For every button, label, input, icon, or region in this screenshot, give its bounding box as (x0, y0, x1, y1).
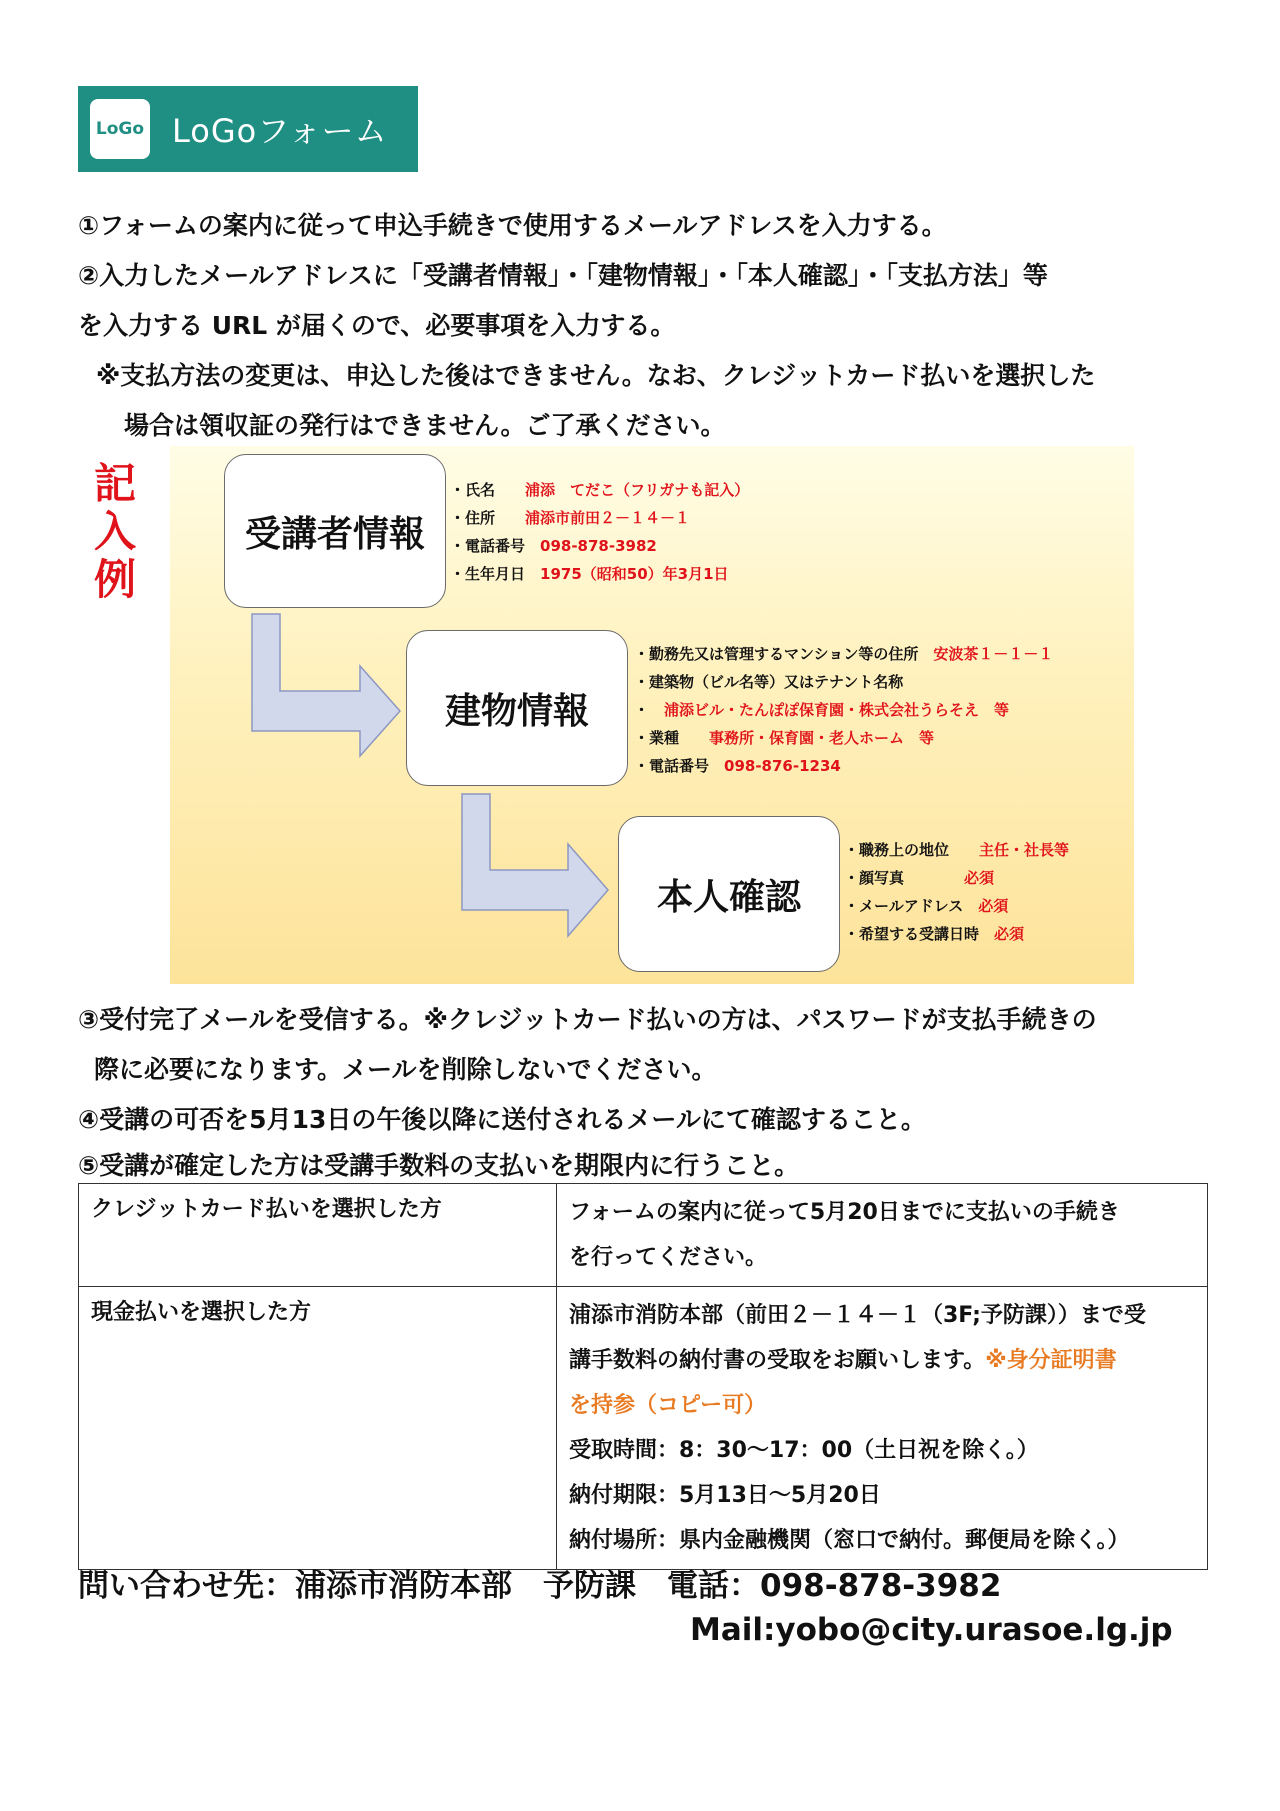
identity-details (844, 836, 1069, 948)
building-row-name-value: ・ 浦添ビル・たんぽぽ保育園・株式会社うらそえ 等 (634, 701, 1010, 719)
box-applicant-title: 受講者情報 (244, 513, 425, 555)
box-identity-title: 本人確認 (656, 876, 801, 918)
note-line-2: 場合は領収証の発行はできません。ご了承ください。 (124, 411, 726, 440)
contact-email[interactable]: Mail:yobo@city.urasoe.lg.jp (690, 1612, 1173, 1648)
payment-method-credit: クレジットカード払いを選択した方 (79, 1184, 557, 1287)
building-row-phone: ・電話番号 098-876-1234 (634, 757, 841, 775)
step-2-line-2: を入力する URL が届くので、必要事項を入力する。 (78, 311, 676, 340)
box-building-info (406, 630, 628, 786)
building-row-name-label: ・建築物（ビル名等）又はテナント名称 (634, 673, 904, 691)
step-2-line-1: ②入力したメールアドレスに「受講者情報」・「建物情報」・「本人確認」・「支払方法」等 (78, 261, 1048, 290)
identity-row-photo: ・顔写真 必須 (844, 869, 995, 887)
logo-badge: LoGo (90, 99, 150, 159)
applicant-row-address: ・住所 浦添市前田２－１４－１ (450, 509, 691, 527)
building-row-address: ・勤務先又は管理するマンション等の住所 安波茶１－１－１ (634, 645, 1054, 663)
arrow-2 (462, 794, 608, 936)
step-1: ①フォームの案内に従って申込手続きで使用するメールアドレスを入力する。 (78, 211, 947, 240)
applicant-row-phone: ・電話番号 098-878-3982 (450, 537, 657, 555)
table-row (79, 1184, 1208, 1287)
step-4: ④受講の可否を5月13日の午後以降に送付されるメールにて確認すること。 (78, 1105, 926, 1134)
example-label-char-3: 例 (93, 555, 136, 604)
step-3-line-2: 際に必要になります。メールを削除しないでください。 (94, 1055, 717, 1084)
identity-row-position: ・職務上の地位 主任・社長等 (844, 841, 1070, 859)
building-details (634, 640, 1053, 780)
payment-desc-cash: 浦添市消防本部（前田２－１４－１（3F;予防課））まで受 講手数料の納付書の受取をお願いします。※身分証明書 を持参（コピー可） 受取時間：8：30～17：00（土日祝を除く。） 納付期限：5月13日～5月20日 納付場所：県内金融機関（窓口で納付。郵便局を除く。） (557, 1287, 1208, 1570)
arrow-1 (252, 614, 400, 756)
identity-row-date: ・希望する受講日時 必須 (844, 925, 1025, 943)
applicant-row-birthdate: ・生年月日 1975（昭和50）年3月1日 (450, 565, 729, 583)
payment-method-cash: 現金払いを選択した方 (79, 1287, 557, 1570)
payment-desc-credit: フォームの案内に従って5月20日までに支払いの手続き を行ってください。 (557, 1184, 1208, 1287)
identity-row-email: ・メールアドレス 必須 (844, 897, 1009, 915)
applicant-row-name: ・氏名 浦添 てだこ（フリガナも記入） (450, 481, 750, 499)
payment-table (78, 1183, 1208, 1570)
logo-banner (78, 86, 418, 172)
box-identity-check (618, 816, 840, 972)
example-side-label (90, 460, 140, 604)
contact-info: 問い合わせ先：浦添市消防本部 予防課 電話：098-878-3982 (78, 1568, 1002, 1604)
example-label-char-1: 記 (93, 459, 136, 508)
building-row-industry: ・業種 事務所・保育園・老人ホーム 等 (634, 729, 935, 747)
box-building-title: 建物情報 (444, 690, 589, 732)
step-5: ⑤受講が確定した方は受講手数料の支払いを期限内に行うこと。 (78, 1151, 800, 1180)
table-row (79, 1287, 1208, 1570)
step-3-line-1: ③受付完了メールを受信する。※クレジットカード払いの方は、パスワードが支払手続きの (78, 1005, 1097, 1034)
logo-text: LoGoフォーム (172, 112, 388, 150)
example-label-char-2: 入 (93, 507, 136, 556)
example-diagram (170, 446, 1134, 984)
note-line-1: ※支払方法の変更は、申込した後はできません。なお、クレジットカード払いを選択した (96, 361, 1096, 390)
applicant-details (450, 476, 749, 588)
box-applicant-info (224, 454, 446, 608)
